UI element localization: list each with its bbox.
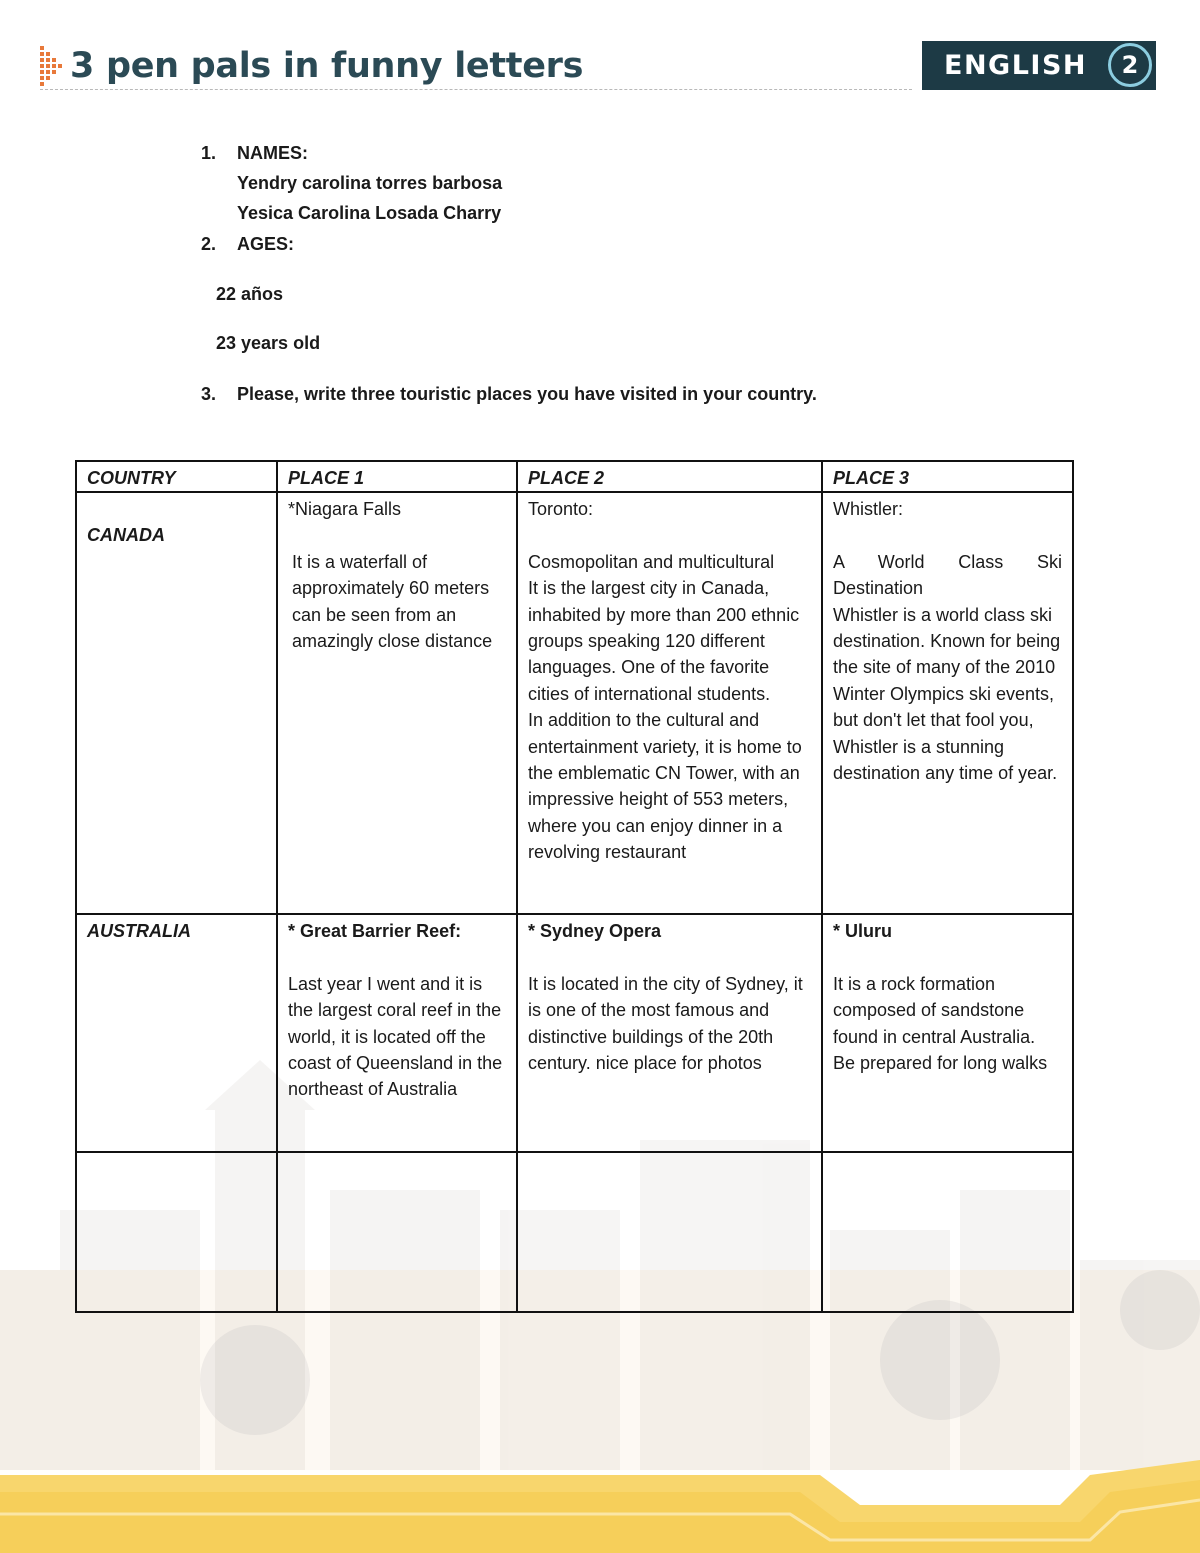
question-label: Please, write three touristic places you have visited in your country. (237, 384, 817, 404)
place-title: Whistler: (833, 499, 904, 520)
empty-cell[interactable] (277, 1152, 517, 1312)
place-description: Last year I went and it is the largest coral reef in the world, it is located off the coast of Queensland in the northeast of Australia (288, 973, 503, 1100)
places-table (75, 460, 1074, 1313)
table-row-empty (76, 1152, 1073, 1312)
country-name: AUSTRALIA (87, 921, 191, 942)
column-header: PLACE 2 (517, 461, 822, 492)
place-description: Cosmopolitan and multicultural (528, 551, 775, 572)
place-cell (277, 914, 517, 1152)
place-description: Whistler is a world class ski destination. Known for being the site of many of the 2010 Winter Olympics ski events, but don't let that fool you, Whistler is a stunning destination any time of year. (833, 604, 1061, 784)
age-entry: 22 años (216, 284, 284, 304)
place-description: It is the largest city in Canada, inhabited by more than 200 ethnic groups speaking 120 different languages. One of the favorite cities of international students. (528, 578, 800, 704)
country-name: CANADA (87, 525, 165, 546)
empty-cell[interactable] (517, 1152, 822, 1312)
table-row (76, 492, 1073, 914)
place-cell (517, 492, 822, 914)
question-label: NAMES: (237, 143, 308, 163)
column-header: PLACE 3 (822, 461, 1073, 492)
place-description: It is located in the city of Sydney, it is one of the most famous and distinctive buildings of the 20th century. nice place for photos (528, 973, 803, 1074)
place-description: It is a waterfall of approximately 60 meters can be seen from an amazingly close distance (292, 551, 493, 652)
place-title: *Niagara Falls (288, 499, 402, 520)
place-title: Toronto: (528, 499, 594, 520)
question-number: 2. (201, 234, 217, 254)
subject-badge (922, 41, 1156, 90)
name-entry: Yendry carolina torres barbosa (237, 173, 503, 193)
badge-number: 2 (1108, 43, 1152, 87)
place-title: * Great Barrier Reef: (288, 921, 462, 942)
age-entry: 23 years old (216, 333, 321, 353)
table-row (76, 914, 1073, 1152)
question-label: AGES: (237, 234, 295, 254)
question-number: 3. (201, 384, 217, 404)
empty-cell[interactable] (76, 1152, 277, 1312)
name-entry: Yesica Carolina Losada Charry (237, 203, 502, 223)
place-description: In addition to the cultural and entertainment variety, it is home to the emblematic CN Tower, with an impressive height of 553 meters, where you can enjoy dinner in a revolving restaurant (528, 710, 802, 863)
place-title: * Uluru (833, 921, 893, 942)
place-title: * Sydney Opera (528, 921, 662, 942)
badge-label: ENGLISH (944, 50, 1087, 81)
place-description: It is a rock formation composed of sandstone found in central Australia. Be prepared for long walks (833, 973, 1048, 1074)
place-cell (822, 914, 1073, 1152)
table-header-row (76, 461, 1073, 492)
document-title (38, 40, 583, 92)
empty-cell[interactable] (822, 1152, 1073, 1312)
country-cell (76, 914, 277, 1152)
place-cell (517, 914, 822, 1152)
header-divider (40, 89, 912, 90)
country-cell (76, 492, 277, 914)
title-text: 3 pen pals in funny letters (70, 46, 584, 86)
question-number: 1. (201, 143, 217, 163)
column-header: COUNTRY (76, 461, 277, 492)
place-subtitle: A World Class Ski Destination (833, 551, 1062, 599)
place-cell (822, 492, 1073, 914)
place-cell (277, 492, 517, 914)
play-arrow-logo-icon (38, 44, 66, 88)
column-header: PLACE 1 (277, 461, 517, 492)
